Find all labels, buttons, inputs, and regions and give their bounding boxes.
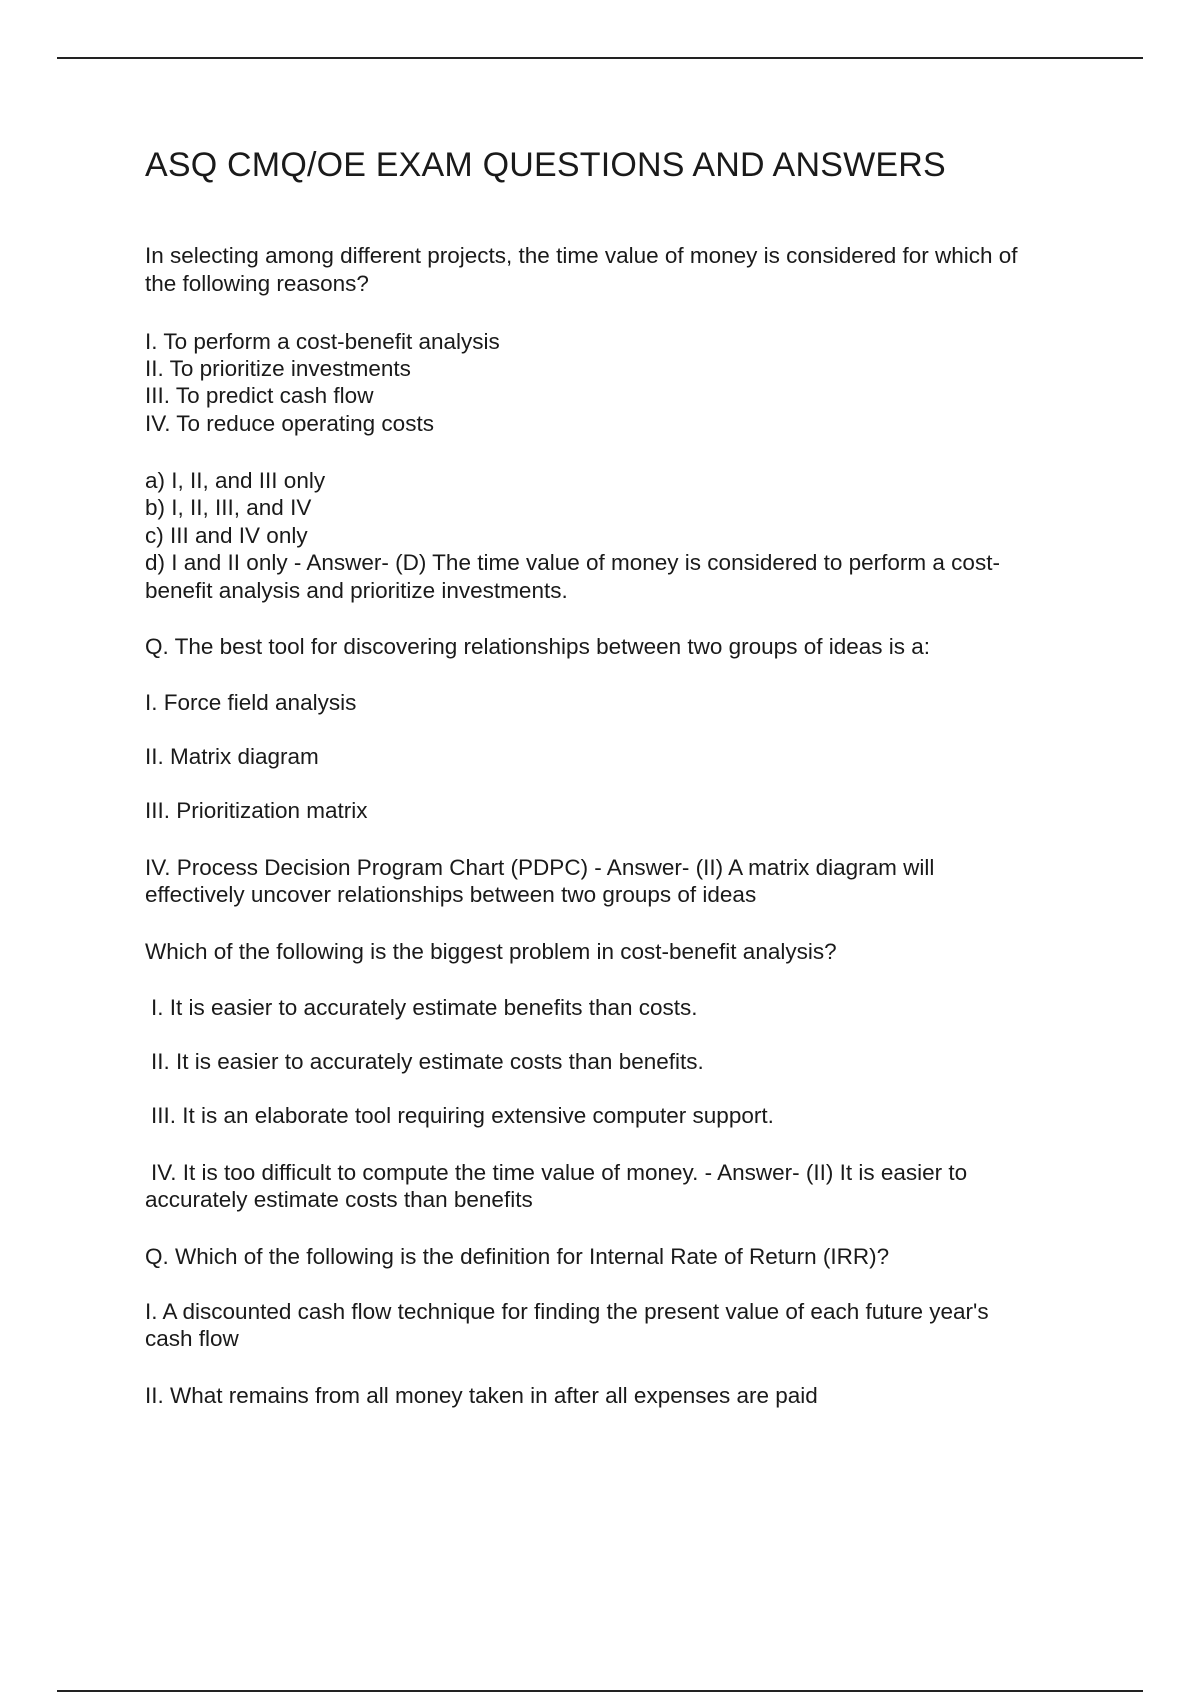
q3-option: I. It is easier to accurately estimate benefits than costs. (151, 995, 698, 1020)
q1-choice: a) I, II, and III only (145, 468, 326, 493)
q2-option: I. Force field analysis (145, 690, 357, 715)
q1-stem-line-2: the following reasons? (145, 271, 369, 296)
footer-rule (57, 1690, 1143, 1692)
q1-choice: b) I, II, III, and IV (145, 495, 312, 520)
q3-option: II. It is easier to accurately estimate costs than benefits. (151, 1049, 704, 1074)
q1-option: IV. To reduce operating costs (145, 411, 434, 436)
q4-option-1-line-2: cash flow (145, 1326, 239, 1351)
q1-stem-line-1: In selecting among different projects, the time value of money is considered for which of (145, 243, 1018, 268)
header-rule (57, 57, 1143, 59)
q1-option: II. To prioritize investments (145, 356, 411, 381)
q3-stem: Which of the following is the biggest problem in cost-benefit analysis? (145, 939, 837, 964)
q4-option-2: II. What remains from all money taken in after all expenses are paid (145, 1383, 818, 1408)
q2-stem: Q. The best tool for discovering relationships between two groups of ideas is a: (145, 634, 931, 659)
q3-option: III. It is an elaborate tool requiring extensive computer support. (151, 1103, 774, 1128)
q4-option-1-line-1: I. A discounted cash flow technique for finding the present value of each future year's (145, 1299, 989, 1324)
q2-option-answer: IV. Process Decision Program Chart (PDPC) - Answer- (II) A matrix diagram will (145, 855, 935, 880)
q1-choice: c) III and IV only (145, 523, 308, 548)
q2-option: III. Prioritization matrix (145, 798, 368, 823)
q1-choice-answer: d) I and II only - Answer- (D) The time value of money is considered to perform a cost- (145, 550, 1000, 575)
q3-option-answer: IV. It is too difficult to compute the time value of money. - Answer- (II) It is easier to (151, 1160, 968, 1185)
q1-option: I. To perform a cost-benefit analysis (145, 329, 500, 354)
q4-stem: Q. Which of the following is the definition for Internal Rate of Return (IRR)? (145, 1244, 890, 1269)
page-title: ASQ CMQ/OE EXAM QUESTIONS AND ANSWERS (145, 146, 946, 184)
q1-answer-continuation: benefit analysis and prioritize investments. (145, 578, 568, 603)
q1-option: III. To predict cash flow (145, 383, 374, 408)
q3-answer-continuation: accurately estimate costs than benefits (145, 1187, 533, 1212)
q2-answer-continuation: effectively uncover relationships between two groups of ideas (145, 882, 757, 907)
q2-option: II. Matrix diagram (145, 744, 319, 769)
